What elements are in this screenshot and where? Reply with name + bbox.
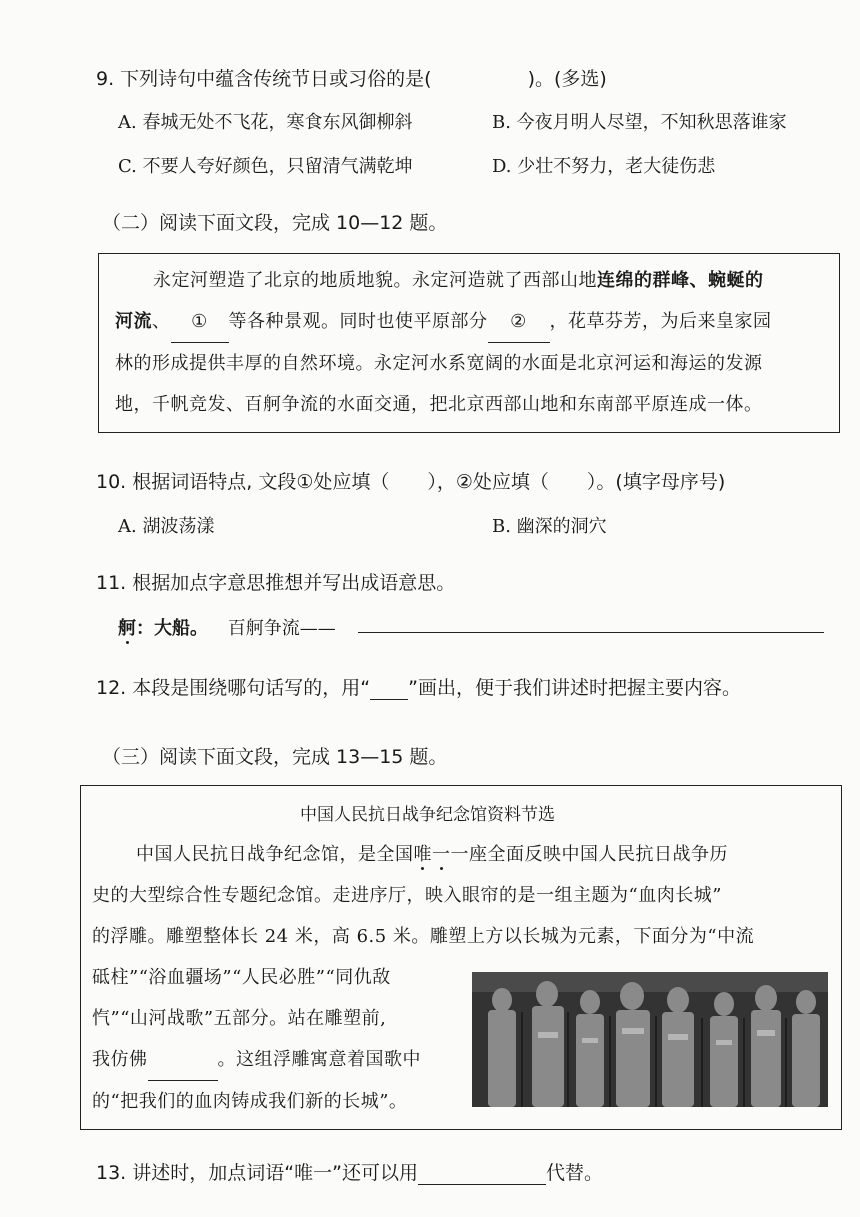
passage-2: 中国人民抗日战争纪念馆，是全国唯一一座全面反映中国人民抗日战争历 史的大型综合性专题纪念馆。走进序厅，映入眼帘的是一组主题为“血肉长城” 的浮雕。雕塑整体长 24 米，高 6.5 米。雕塑上方以长城为元素，下面分为“中流 xyxy=(92,844,755,947)
passage-title: 中国人民抗日战争纪念馆资料节选 xyxy=(300,805,555,825)
dotted-char: 舸 xyxy=(118,618,136,639)
passage-2-wrap: 砥柱”“浴血疆场”“人民必胜”“同仇敌 忾”“山河战歌”五部分。站在雕塑前, 我仿佛 。这组浮雕寓意着国歌中 的“把我们的血肉铸成我们新的长城”。 xyxy=(92,967,421,1112)
passage-blank[interactable] xyxy=(148,1039,218,1081)
q10-option-a: A. 湖波荡漾 xyxy=(118,516,215,537)
q10-option-b: B. 幽深的洞穴 xyxy=(492,516,607,537)
q11-gloss-line: 舸：大船。 百舸争流—— xyxy=(118,618,336,639)
q10-stem: 10. 根据词语特点, 文段①处应填（ ），②处应填（ ）。(填字母序号) xyxy=(96,471,726,493)
section3-heading: （三）阅读下面文段，完成 13—15 题。 xyxy=(102,746,448,768)
relief-sculpture-photo xyxy=(472,972,828,1107)
blank-2[interactable]: ② xyxy=(488,301,550,343)
q9-option-c: C. 不要人夸好颜色，只留清气满乾坤 xyxy=(118,156,413,177)
q9-stem: 9. 下列诗句中蕴含传统节日或习俗的是( )。(多选) xyxy=(96,68,607,90)
q11-answer-line[interactable] xyxy=(358,632,824,633)
passage-box-1 xyxy=(98,253,840,433)
section2-heading: （二）阅读下面文段，完成 10—12 题。 xyxy=(102,212,448,234)
q13-stem: 13. 讲述时，加点词语“唯一”还可以用 代替。 xyxy=(96,1162,603,1184)
q9-option-b: B. 今夜月明人尽望，不知秋思落谁家 xyxy=(492,112,787,133)
q11-stem: 11. 根据加点字意思推想并写出成语意思。 xyxy=(96,572,456,594)
q12-stem: 12. 本段是围绕哪句话写的，用“ ”画出，便于我们讲述时把握主要内容。 xyxy=(96,677,741,699)
q9-option-d: D. 少壮不努力，老大徒伤悲 xyxy=(492,156,716,177)
blank-1[interactable]: ① xyxy=(171,301,229,343)
q9-option-a: A. 春城无处不飞花，寒食东风御柳斜 xyxy=(118,112,413,133)
passage-1: 永定河塑造了北京的地质地貌。永定河造就了西部山地连绵的群峰、蜿蜒的 河流、 ① 等各种景观。同时也使平原部分 ② ，花草芬芳，为后来皇家园 林的形成提供丰厚的自然环境。永定河水系宽阔的水面是北京河运和海运的发源 地，千帆竞发、百舸争流的水面交通，把北京西部山地和东南部平原连成一体。 xyxy=(115,270,772,415)
